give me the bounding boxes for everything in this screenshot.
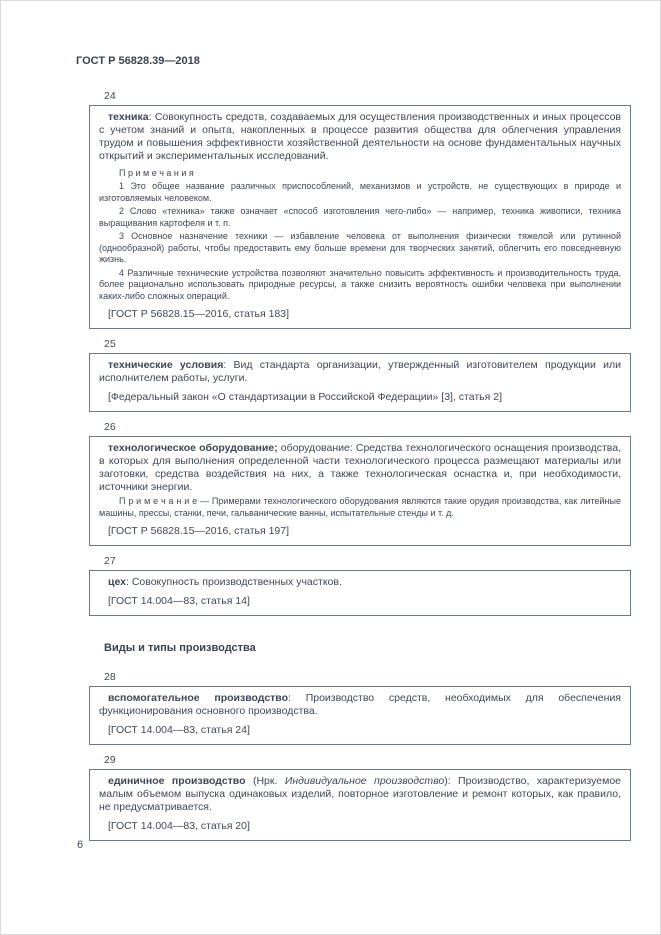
entry-def [99,692,621,718]
text-segment: Индивидуальное производство [284,775,445,787]
entry-number: 25 [104,338,116,350]
text-segment: 4 Различные технические устройства позволяют значительно повысить эффективность и производительность труда, более рационально использовать природные ресурсы, а также снизить вероятность ошибки человека при выполнении каких-либо сложных операций. [99,267,621,301]
entry-def [99,442,621,494]
entry-source [99,308,621,321]
entry-note [99,206,621,229]
text-segment: цех [108,576,126,588]
text-segment: П р и м е ч а н и я [119,168,194,178]
doc-code: ГОСТ Р 56828.39—2018 [76,55,200,67]
entry-box [89,436,631,546]
text-segment: [ГОСТ 14.004—83, статья 14] [108,595,250,607]
entry-number: 28 [104,671,116,683]
entry-number: 24 [104,90,116,102]
text-segment: : Производство средств, необходимых для обеспечения функционирования основного производства. [99,692,621,717]
page-number: 6 [77,839,84,851]
text-segment: 2 Слово «техника» также означает «способ изготовления чего-либо» — например, техника живописи, техника выращивания картофеля и т. п. [99,206,621,228]
entry-note [99,231,621,266]
entry-source [99,820,621,833]
entry-source [99,525,621,538]
entry-notes-label [99,168,621,179]
entry-source [99,391,621,404]
entry-number: 26 [104,421,116,433]
text-segment: 3 Основное назначение техники — избавление человека от выполнения физически тяжелой или рутинной (однообразной) работы, чтобы предоставить ему больше времени для творческих занятий, облегчить его повседневную жизнь. [99,231,621,264]
entry-source [99,724,621,737]
entry-def [99,111,621,163]
page-container [1,1,660,841]
text-segment: оборудование: Средства технологического оснащения производства, в которых для выполнения определенной части технологического процесса размещают материалы или заготовки, средства воздействия на них, а также технологическая оснастка и, при необходимости, источники энергии. [99,442,621,493]
entry-box [89,686,631,745]
entry-source [99,595,621,608]
text-segment: техника [108,111,149,123]
section-heading: Виды и типы производства [104,642,256,654]
text-segment: технические условия [108,359,224,371]
entry-note [99,181,621,204]
text-segment: [ГОСТ Р 56828.15—2016, статья 197] [108,525,290,537]
text-segment: П р и м е ч а н и е — Примерами технологического оборудования являются такие орудия производства, как литейные машины, прессы, станки, печи, гальванические ванны, испытательные стенды и т. д. [99,496,621,518]
entry-def [99,359,621,385]
text-segment: ): Производство, характеризуемое малым объемом выпуска одинаковых изделий, повторное изготовление и ремонт которых, как правило, не предусматривается. [99,775,621,813]
text-segment: : Совокупность средств, создаваемых для осуществления производственных и иных процессов с учетом знаний и опыта, накопленных в процессе развития общества для облегчения управления трудом и повышения эффективности хозяйственной деятельности на основе фундаментальных научных открытий и экспериментальных исследований. [99,111,621,162]
entry-note [99,496,621,519]
text-segment: : Вид стандарта организации, утвержденный изготовителем продукции или исполнителем работы, услуги. [99,359,622,384]
entry-def [99,775,621,814]
text-segment: единичное производство [108,775,246,787]
text-segment: : Совокупность производственных участков. [126,576,342,588]
text-segment: вспомогательное производство [108,692,289,704]
text-segment: [ГОСТ Р 56828.15—2016, статья 183] [108,308,290,320]
entry-box [89,570,631,616]
text-segment: 1 Это общее название различных приспособлений, механизмов и устройств, не существующих в природе и изготовляемых человеком. [99,181,621,203]
entry-note [99,268,621,303]
text-segment: (Нрк. [245,775,285,787]
content [76,90,630,841]
entry-def [99,576,621,589]
text-segment: технологическое оборудование; [108,442,278,454]
text-segment: [ГОСТ 14.004—83, статья 24] [108,724,250,736]
entry-box [89,353,631,412]
entry-number: 27 [104,555,116,567]
text-segment: [Федеральный закон «О стандартизации в Российской Федерации» [3], статья 2] [108,391,502,403]
text-segment: [ГОСТ 14.004—83, статья 20] [108,820,250,832]
entry-number: 29 [104,754,116,766]
entry-box [89,769,631,841]
entry-box [89,105,631,329]
